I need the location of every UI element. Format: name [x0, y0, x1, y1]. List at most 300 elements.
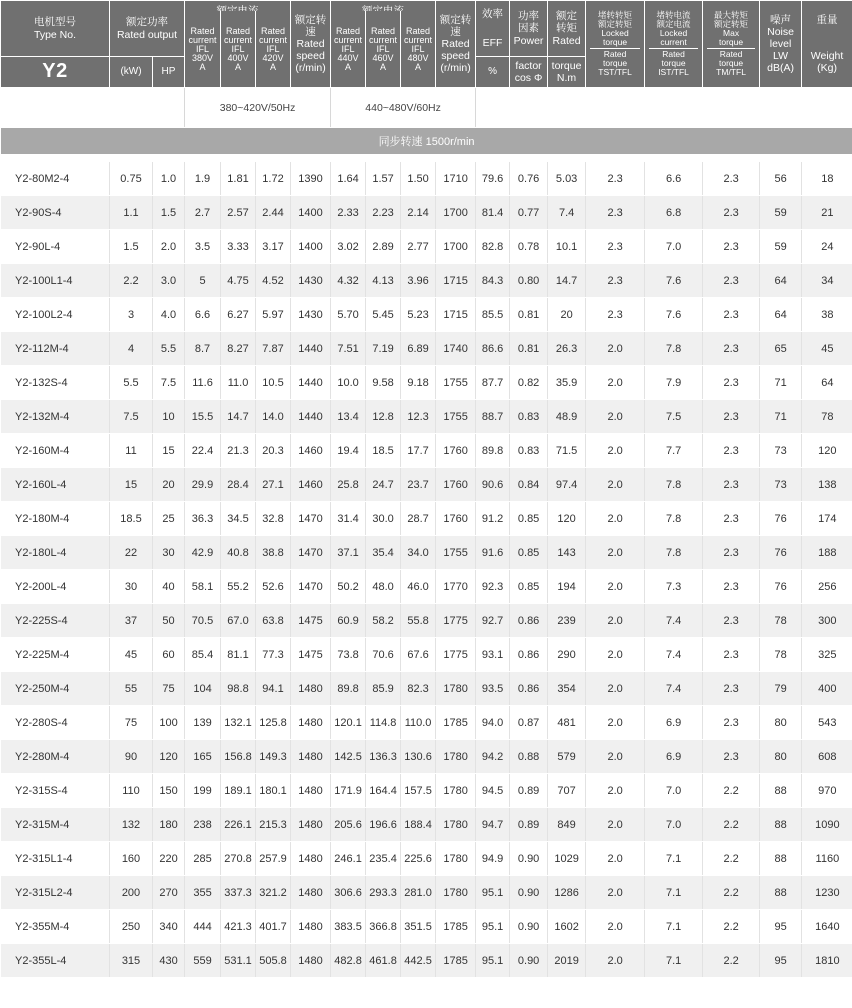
- value-cell: 38: [802, 298, 852, 332]
- value-cell: 59: [760, 230, 802, 264]
- value-cell: 93.5: [476, 672, 510, 706]
- current-subheader-line: A: [380, 61, 387, 72]
- value-cell: 2.3: [586, 196, 645, 230]
- value-cell: 71: [760, 366, 802, 400]
- value-cell: 28.4: [221, 468, 256, 502]
- type-cell: Y2-160M-4: [1, 434, 110, 468]
- value-cell: 2.89: [366, 230, 401, 264]
- value-cell: 136.3: [366, 740, 401, 774]
- value-cell: 71.5: [548, 434, 586, 468]
- value-cell: 2.3: [703, 468, 760, 502]
- value-cell: 180: [153, 808, 185, 842]
- current-50-subcols: [185, 25, 291, 88]
- value-cell: 15: [153, 434, 185, 468]
- value-cell: 2.23: [366, 196, 401, 230]
- value-cell: 91.2: [476, 502, 510, 536]
- value-cell: 1760: [436, 502, 476, 536]
- value-cell: 30.0: [366, 502, 401, 536]
- type-header-en: Type No.: [33, 28, 77, 41]
- value-cell: 89.8: [476, 434, 510, 468]
- value-cell: 40.8: [221, 536, 256, 570]
- value-cell: 56: [760, 162, 802, 196]
- speed-50-cn: 额定转速: [294, 13, 327, 38]
- pf-en-2: factor: [515, 59, 542, 72]
- value-cell: 34.0: [401, 536, 436, 570]
- value-cell: 2.33: [331, 196, 366, 230]
- value-cell: 6.6: [185, 298, 221, 332]
- value-cell: 36.3: [185, 502, 221, 536]
- type-cell: Y2-160L-4: [1, 468, 110, 502]
- torque-en-2: torque: [551, 59, 582, 72]
- value-cell: 23.7: [401, 468, 436, 502]
- max-torque-unit: TM/TFL: [716, 66, 746, 77]
- value-cell: 1430: [291, 264, 331, 298]
- value-cell: 89.8: [331, 672, 366, 706]
- value-cell: 0.89: [510, 774, 548, 808]
- value-cell: 1400: [291, 230, 331, 264]
- value-cell: 1700: [436, 230, 476, 264]
- value-cell: 239: [548, 604, 586, 638]
- noise-cn: 噪声: [770, 13, 792, 26]
- value-cell: 970: [802, 774, 852, 808]
- value-cell: 2.3: [703, 638, 760, 672]
- value-cell: 1785: [436, 706, 476, 740]
- value-cell: 120.1: [331, 706, 366, 740]
- value-cell: 18.5: [366, 434, 401, 468]
- value-cell: 6.27: [221, 298, 256, 332]
- value-cell: 7.0: [645, 774, 703, 808]
- value-cell: 8.7: [185, 332, 221, 366]
- type-header-cn: 电机型号: [34, 16, 76, 29]
- value-cell: 543: [802, 706, 852, 740]
- value-cell: 98.8: [221, 672, 256, 706]
- value-cell: 225.6: [401, 842, 436, 876]
- type-cell: Y2-225M-4: [1, 638, 110, 672]
- value-cell: 2019: [548, 944, 586, 978]
- value-cell: 55: [110, 672, 153, 706]
- type-cell: Y2-315L1-4: [1, 842, 110, 876]
- value-cell: 18.5: [110, 502, 153, 536]
- locked-current-den-1: Rated: [662, 48, 685, 59]
- value-cell: 5.5: [110, 366, 153, 400]
- value-cell: 2.3: [703, 740, 760, 774]
- value-cell: 20: [153, 468, 185, 502]
- value-cell: 7.3: [645, 570, 703, 604]
- value-cell: 45: [802, 332, 852, 366]
- value-cell: 0.83: [510, 400, 548, 434]
- table-row: [1, 672, 852, 706]
- value-cell: 0.82: [510, 366, 548, 400]
- value-cell: 7.4: [548, 196, 586, 230]
- table-row: [1, 808, 852, 842]
- value-cell: 34: [802, 264, 852, 298]
- unit-kw: (kW): [110, 57, 153, 88]
- value-cell: 354: [548, 672, 586, 706]
- value-cell: 19.4: [331, 434, 366, 468]
- value-cell: 400: [802, 672, 852, 706]
- locked-torque-cn: 堵转转矩额定转矩: [598, 10, 633, 30]
- locked-current-header: [645, 1, 703, 88]
- value-cell: 7.8: [645, 468, 703, 502]
- value-cell: 351.5: [401, 910, 436, 944]
- value-cell: 0.85: [510, 502, 548, 536]
- value-cell: 7.4: [645, 638, 703, 672]
- value-cell: 2.3: [703, 298, 760, 332]
- value-cell: 7.8: [645, 536, 703, 570]
- value-cell: 2.3: [703, 672, 760, 706]
- value-cell: 7.8: [645, 332, 703, 366]
- value-cell: 1.72: [256, 162, 291, 196]
- value-cell: 21: [802, 196, 852, 230]
- value-cell: 2.0: [586, 332, 645, 366]
- value-cell: 15.5: [185, 400, 221, 434]
- value-cell: 1440: [291, 400, 331, 434]
- value-cell: 14.7: [548, 264, 586, 298]
- locked-current-den-2: torque: [661, 57, 686, 68]
- value-cell: 5.23: [401, 298, 436, 332]
- value-cell: 24: [802, 230, 852, 264]
- value-cell: 315: [110, 944, 153, 978]
- value-cell: 0.85: [510, 570, 548, 604]
- speed-60-cn: 额定转速: [439, 13, 472, 38]
- value-cell: 120: [153, 740, 185, 774]
- value-cell: 2.0: [586, 366, 645, 400]
- speed-50-en-3: (r/min): [295, 62, 326, 75]
- value-cell: 1710: [436, 162, 476, 196]
- value-cell: 7.7: [645, 434, 703, 468]
- value-cell: 2.44: [256, 196, 291, 230]
- value-cell: 88: [760, 876, 802, 910]
- voltage-spacer: [1, 89, 185, 128]
- current-subheader-line: 380V: [191, 52, 214, 63]
- value-cell: 114.8: [366, 706, 401, 740]
- value-cell: 2.0: [586, 502, 645, 536]
- max-torque-num: [707, 29, 755, 49]
- value-cell: 84.3: [476, 264, 510, 298]
- value-cell: 76: [760, 536, 802, 570]
- value-cell: 93.1: [476, 638, 510, 672]
- value-cell: 88: [760, 774, 802, 808]
- type-cell: Y2-100L1-4: [1, 264, 110, 298]
- value-cell: 94.1: [256, 672, 291, 706]
- value-cell: 256: [802, 570, 852, 604]
- torque-unit: N.m: [556, 72, 577, 84]
- value-cell: 1160: [802, 842, 852, 876]
- weight-cn: 重量: [816, 13, 838, 26]
- value-cell: 226.1: [221, 808, 256, 842]
- value-cell: 2.3: [703, 604, 760, 638]
- value-cell: 12.3: [401, 400, 436, 434]
- speed-50-en-2: speed: [296, 50, 325, 63]
- max-torque-num-1: Max: [723, 28, 740, 39]
- value-cell: 91.6: [476, 536, 510, 570]
- value-cell: 1640: [802, 910, 852, 944]
- value-cell: 63.8: [256, 604, 291, 638]
- value-cell: 95.1: [476, 944, 510, 978]
- type-cell: Y2-180M-4: [1, 502, 110, 536]
- value-cell: 40: [153, 570, 185, 604]
- pf-en-1: Power: [513, 34, 544, 47]
- value-cell: 1.1: [110, 196, 153, 230]
- value-cell: 257.9: [256, 842, 291, 876]
- value-cell: 1780: [436, 842, 476, 876]
- current-subheader-line: 400V: [227, 52, 249, 63]
- value-cell: 7.5: [110, 400, 153, 434]
- value-cell: 1480: [291, 808, 331, 842]
- value-cell: 4.75: [221, 264, 256, 298]
- table-row: [1, 638, 852, 672]
- locked-current-num-2: current: [660, 37, 687, 48]
- current-subheader-400v: [220, 11, 255, 87]
- value-cell: 2.0: [586, 434, 645, 468]
- value-cell: 71: [760, 400, 802, 434]
- value-cell: 5.45: [366, 298, 401, 332]
- value-cell: 608: [802, 740, 852, 774]
- value-cell: 1740: [436, 332, 476, 366]
- value-cell: 156.8: [221, 740, 256, 774]
- value-cell: 5.03: [548, 162, 586, 196]
- value-cell: 1760: [436, 434, 476, 468]
- value-cell: 1480: [291, 842, 331, 876]
- value-cell: 21.3: [221, 434, 256, 468]
- value-cell: 2.3: [703, 536, 760, 570]
- value-cell: 0.80: [510, 264, 548, 298]
- value-cell: 1780: [436, 672, 476, 706]
- value-cell: 2.0: [586, 910, 645, 944]
- value-cell: 2.3: [703, 196, 760, 230]
- noise-en-1: Noise: [767, 25, 794, 38]
- value-cell: 238: [185, 808, 221, 842]
- max-torque-cn: 最大转矩额定转矩: [714, 10, 749, 30]
- value-cell: 194: [548, 570, 586, 604]
- value-cell: 2.3: [703, 332, 760, 366]
- value-cell: 215.3: [256, 808, 291, 842]
- current-subheader-line: current: [369, 34, 398, 45]
- value-cell: 132: [110, 808, 153, 842]
- value-cell: 67.6: [401, 638, 436, 672]
- current-subheader-line: A: [270, 61, 277, 72]
- value-cell: 10.1: [548, 230, 586, 264]
- eff-en: EFF: [482, 36, 503, 49]
- value-cell: 0.83: [510, 434, 548, 468]
- value-cell: 401.7: [256, 910, 291, 944]
- value-cell: 340: [153, 910, 185, 944]
- value-cell: 17.7: [401, 434, 436, 468]
- value-cell: 95.1: [476, 876, 510, 910]
- current-subheader-line: Rated: [190, 25, 215, 36]
- value-cell: 1286: [548, 876, 586, 910]
- value-cell: 270.8: [221, 842, 256, 876]
- output-header-cn: 额定功率: [126, 16, 168, 29]
- value-cell: 200: [110, 876, 153, 910]
- value-cell: 5.97: [256, 298, 291, 332]
- pf-header: [510, 1, 548, 57]
- type-cell: Y2-80M2-4: [1, 162, 110, 196]
- current-subheader-line: Rated: [406, 25, 431, 36]
- value-cell: 0.81: [510, 332, 548, 366]
- value-cell: 15: [110, 468, 153, 502]
- value-cell: 10.5: [256, 366, 291, 400]
- value-cell: 3.5: [185, 230, 221, 264]
- value-cell: 142.5: [331, 740, 366, 774]
- value-cell: 0.90: [510, 876, 548, 910]
- value-cell: 421.3: [221, 910, 256, 944]
- speed-60-en-2: speed: [441, 50, 470, 63]
- value-cell: 1475: [291, 638, 331, 672]
- type-cell: Y2-225S-4: [1, 604, 110, 638]
- max-torque-num-2: torque: [718, 37, 744, 48]
- value-cell: 7.87: [256, 332, 291, 366]
- value-cell: 2.0: [586, 570, 645, 604]
- table-row: [1, 570, 852, 604]
- type-cell: Y2-132S-4: [1, 366, 110, 400]
- locked-torque-num-1: Locked: [601, 28, 629, 39]
- value-cell: 1470: [291, 502, 331, 536]
- value-cell: 79.6: [476, 162, 510, 196]
- value-cell: 7.5: [153, 366, 185, 400]
- value-cell: 1440: [291, 366, 331, 400]
- value-cell: 11.6: [185, 366, 221, 400]
- current-subheader-460v: [365, 11, 400, 87]
- value-cell: 6.89: [401, 332, 436, 366]
- value-cell: 2.0: [586, 774, 645, 808]
- value-cell: 1700: [436, 196, 476, 230]
- value-cell: 1029: [548, 842, 586, 876]
- type-cell: Y2-280S-4: [1, 706, 110, 740]
- value-cell: 31.4: [331, 502, 366, 536]
- value-cell: 78: [760, 604, 802, 638]
- value-cell: 461.8: [366, 944, 401, 978]
- current-subheader-440v: [331, 11, 365, 87]
- current-subheader-line: current: [334, 34, 363, 45]
- table-row: [1, 944, 852, 978]
- value-cell: 160: [110, 842, 153, 876]
- type-cell: Y2-315L2-4: [1, 876, 110, 910]
- value-cell: 1480: [291, 910, 331, 944]
- value-cell: 4.0: [153, 298, 185, 332]
- value-cell: 60.9: [331, 604, 366, 638]
- value-cell: 95: [760, 910, 802, 944]
- value-cell: 7.51: [331, 332, 366, 366]
- value-cell: 2.2: [703, 944, 760, 978]
- value-cell: 6.8: [645, 196, 703, 230]
- current-60-subcols: [331, 25, 436, 88]
- value-cell: 0.86: [510, 672, 548, 706]
- value-cell: 25: [153, 502, 185, 536]
- data-table: [0, 88, 852, 978]
- value-cell: 1480: [291, 740, 331, 774]
- table-row: [1, 230, 852, 264]
- value-cell: 0.88: [510, 740, 548, 774]
- current-subheader-line: A: [235, 61, 242, 72]
- eff-unit: %: [476, 57, 510, 88]
- value-cell: 2.0: [586, 842, 645, 876]
- value-cell: 7.0: [645, 808, 703, 842]
- value-cell: 1.57: [366, 162, 401, 196]
- torque-cn: 额定转矩: [556, 10, 578, 35]
- value-cell: 2.2: [703, 876, 760, 910]
- value-cell: 6.6: [645, 162, 703, 196]
- value-cell: 0.85: [510, 536, 548, 570]
- value-cell: 321.2: [256, 876, 291, 910]
- table-row: [1, 706, 852, 740]
- value-cell: 0.90: [510, 910, 548, 944]
- table-row: [1, 196, 852, 230]
- value-cell: 1.64: [331, 162, 366, 196]
- value-cell: 76: [760, 570, 802, 604]
- value-cell: 67.0: [221, 604, 256, 638]
- value-cell: 76: [760, 502, 802, 536]
- value-cell: 120: [548, 502, 586, 536]
- table-row: [1, 774, 852, 808]
- type-cell: Y2-355M-4: [1, 910, 110, 944]
- value-cell: 1775: [436, 604, 476, 638]
- value-cell: 37.1: [331, 536, 366, 570]
- value-cell: 65: [760, 332, 802, 366]
- value-cell: 2.3: [703, 502, 760, 536]
- value-cell: 2.0: [586, 638, 645, 672]
- weight-unit: (Kg): [817, 62, 837, 75]
- locked-torque-header: [586, 1, 645, 88]
- value-cell: 7.4: [645, 604, 703, 638]
- value-cell: 0.75: [110, 162, 153, 196]
- value-cell: 95: [760, 944, 802, 978]
- value-cell: 20.3: [256, 434, 291, 468]
- locked-current-unit: IST/TFL: [658, 66, 689, 77]
- value-cell: 12.8: [366, 400, 401, 434]
- torque-header: [548, 1, 586, 57]
- value-cell: 482.8: [331, 944, 366, 978]
- value-cell: 10: [153, 400, 185, 434]
- current-subheader-line: IFL: [411, 43, 425, 54]
- value-cell: 2.3: [703, 706, 760, 740]
- value-cell: 20: [548, 298, 586, 332]
- value-cell: 2.0: [586, 536, 645, 570]
- value-cell: 7.6: [645, 264, 703, 298]
- locked-torque-den-1: Rated: [603, 48, 627, 59]
- value-cell: 81.1: [221, 638, 256, 672]
- value-cell: 2.2: [703, 910, 760, 944]
- value-cell: 0.86: [510, 604, 548, 638]
- value-cell: 2.3: [703, 366, 760, 400]
- value-cell: 81.4: [476, 196, 510, 230]
- value-cell: 366.8: [366, 910, 401, 944]
- current-subheader-line: current: [224, 34, 253, 45]
- max-torque-den-1: Rated: [719, 48, 743, 59]
- max-torque-den-2: torque: [718, 57, 744, 68]
- value-cell: 1775: [436, 638, 476, 672]
- value-cell: 171.9: [331, 774, 366, 808]
- value-cell: 64: [760, 264, 802, 298]
- value-cell: 559: [185, 944, 221, 978]
- value-cell: 2.0: [586, 740, 645, 774]
- eff-cn: 效率: [482, 8, 504, 21]
- noise-header: [760, 1, 802, 88]
- current-subheader-line: IFL: [266, 43, 280, 54]
- value-cell: 30: [110, 570, 153, 604]
- value-cell: 2.3: [586, 298, 645, 332]
- table-row: [1, 162, 852, 196]
- value-cell: 2.14: [401, 196, 436, 230]
- value-cell: 1770: [436, 570, 476, 604]
- current-subheader-line: current: [188, 34, 217, 45]
- value-cell: 2.3: [703, 434, 760, 468]
- value-cell: 306.6: [331, 876, 366, 910]
- value-cell: 78: [802, 400, 852, 434]
- value-cell: 442.5: [401, 944, 436, 978]
- value-cell: 0.87: [510, 706, 548, 740]
- value-cell: 1780: [436, 876, 476, 910]
